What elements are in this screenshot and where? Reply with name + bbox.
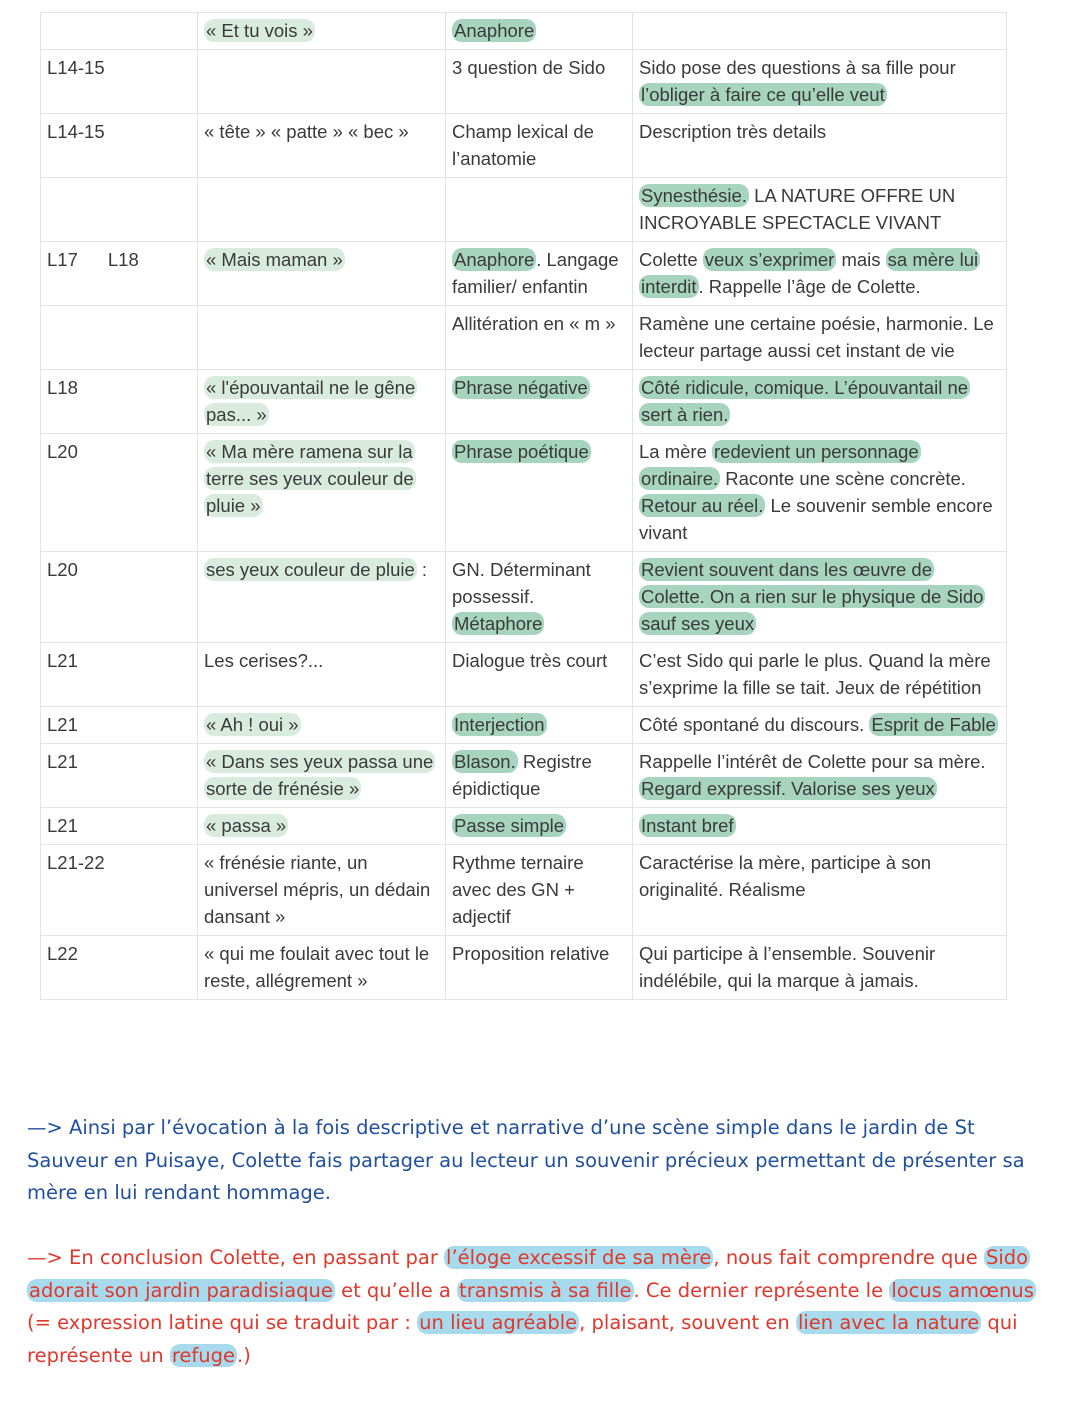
table-row xyxy=(41,114,1007,178)
quote-cell xyxy=(198,178,446,242)
ref-cell: L14-15 xyxy=(41,50,198,114)
ref-text: L17 xyxy=(47,249,78,270)
figure-cell xyxy=(446,370,633,434)
interpretation-cell: Qui participe à l’ensemble. Souvenir indélébile, qui la marque à jamais. xyxy=(633,936,1007,1000)
highlighted-phrase: transmis à sa fille xyxy=(459,1278,632,1302)
highlighted-quote: « Dans ses yeux passa une sorte de frénésie » xyxy=(206,751,434,799)
highlighted-quote: « Et tu vois » xyxy=(206,20,313,41)
quote-cell xyxy=(198,306,446,370)
table-row xyxy=(41,13,1007,50)
quote-cell xyxy=(198,13,446,50)
figure-cell xyxy=(446,242,633,306)
highlighted-interpretation: Regard expressif. Valorise ses yeux xyxy=(641,778,935,799)
conclusion-text: . Ce dernier représente le xyxy=(633,1278,890,1302)
conclusion-text: (= expression latine qui se traduit par : xyxy=(27,1311,418,1334)
interpretation-cell: Ramène une certaine poésie, harmonie. Le lecteur partage aussi cet instant de vie xyxy=(633,306,1007,370)
quote-cell xyxy=(198,50,446,114)
highlighted-interpretation: Côté ridicule, comique. L’épouvantail ne sert à rien. xyxy=(641,377,969,425)
conclusion-text: , plaisant, souvent en xyxy=(579,1311,796,1334)
ref-cell: L21 xyxy=(41,808,198,845)
interpretation-cell xyxy=(633,552,1007,643)
table-row xyxy=(41,370,1007,434)
ref-cell: L21-22 xyxy=(41,845,198,936)
highlighted-figure: Métaphore xyxy=(454,613,543,634)
highlighted-interpretation: veux s’exprimer xyxy=(704,249,835,270)
table-row xyxy=(41,707,1007,744)
highlighted-quote: « l'épouvantail ne le gêne pas... » xyxy=(206,377,416,425)
interpretation-cell xyxy=(633,50,1007,114)
highlighted-quote: « Ah ! oui » xyxy=(206,714,299,735)
interpretation-text: Raconte une scène concrète. xyxy=(720,468,966,489)
table-row xyxy=(41,744,1007,808)
ref-cell: L14-15 xyxy=(41,114,198,178)
figure-cell xyxy=(446,707,633,744)
ref-cell: L21 xyxy=(41,744,198,808)
interpretation-cell: Description très details xyxy=(633,114,1007,178)
figure-cell: Dialogue très court xyxy=(446,643,633,707)
table-row xyxy=(41,178,1007,242)
conclusion-text: qui représente un xyxy=(27,1311,1018,1367)
figure-text: GN. Déterminant possessif. xyxy=(452,559,591,607)
conclusion-text: et qu’elle a xyxy=(334,1278,458,1302)
conclusion-text: .) xyxy=(237,1343,251,1367)
figure-text: Registre épidictique xyxy=(452,751,592,799)
highlighted-interpretation: sa mère lui interdit xyxy=(641,249,979,297)
figure-cell: Allitération en « m » xyxy=(446,306,633,370)
interpretation-text: Rappelle l’intérêt de Colette pour sa mère. xyxy=(639,751,986,772)
highlighted-figure: Anaphore xyxy=(454,249,535,270)
conclusion-text: —> En conclusion Colette, en passant par xyxy=(27,1246,445,1269)
interpretation-cell xyxy=(633,370,1007,434)
interpretation-text: Colette xyxy=(639,249,703,270)
highlighted-quote: ses yeux couleur de pluie xyxy=(206,559,415,580)
interpretation-text: mais xyxy=(836,249,886,270)
figure-cell xyxy=(446,434,633,552)
ref-cell: L21 xyxy=(41,643,198,707)
ref-cell: L20 xyxy=(41,552,198,643)
highlighted-interpretation: Synesthésie. xyxy=(641,185,747,206)
conclusion-text: , nous fait comprendre que xyxy=(713,1246,984,1269)
table-row xyxy=(41,306,1007,370)
figure-cell: 3 question de Sido xyxy=(446,50,633,114)
figure-cell xyxy=(446,744,633,808)
table-row xyxy=(41,845,1007,936)
interpretation-text: LA NATURE OFFRE UN INCROYABLE SPECTACLE VIVANT xyxy=(639,185,956,233)
figure-cell: Proposition relative xyxy=(446,936,633,1000)
ref-cell xyxy=(41,13,198,50)
interpretation-text: Sido pose des questions à sa fille pour xyxy=(639,57,956,78)
ref-cell: L20 xyxy=(41,434,198,552)
quote-cell xyxy=(198,808,446,845)
highlighted-figure: Anaphore xyxy=(454,20,535,41)
quote-cell xyxy=(198,744,446,808)
highlighted-phrase: lien avec la nature xyxy=(797,1311,980,1334)
highlighted-interpretation: Instant bref xyxy=(641,815,734,836)
quote-cell xyxy=(198,434,446,552)
highlighted-phrase: un lieu agréable xyxy=(419,1311,578,1334)
quote-cell: Les cerises?... xyxy=(198,643,446,707)
ref-text-secondary: L18 xyxy=(107,249,139,270)
table-row xyxy=(41,643,1007,707)
ref-cell: L21 xyxy=(41,707,198,744)
table-row xyxy=(41,434,1007,552)
figure-cell xyxy=(446,13,633,50)
highlighted-figure: Phrase poétique xyxy=(454,441,589,462)
figure-cell: Champ lexical de l’anatomie xyxy=(446,114,633,178)
highlighted-quote: « passa » xyxy=(206,815,287,836)
figure-cell xyxy=(446,552,633,643)
table-row xyxy=(41,50,1007,114)
quote-cell: « tête » « patte » « bec » xyxy=(198,114,446,178)
interpretation-cell xyxy=(633,808,1007,845)
quote-cell: « qui me foulait avec tout le reste, allégrement » xyxy=(198,936,446,1000)
interpretation-cell xyxy=(633,707,1007,744)
figure-cell: Rythme ternaire avec des GN + adjectif xyxy=(446,845,633,936)
highlighted-phrase: Sido adorait son jardin paradisiaque xyxy=(29,1246,1029,1302)
interpretation-cell xyxy=(633,434,1007,552)
highlighted-interpretation: Retour au réel. xyxy=(641,495,764,516)
highlighted-interpretation: Revient souvent dans les œuvre de Colette. On a rien sur le physique de Sido sauf ses yeux xyxy=(641,559,984,634)
ref-cell xyxy=(41,242,198,306)
highlighted-interpretation: redevient un personnage ordinaire. xyxy=(641,441,919,489)
quote-suffix: : xyxy=(416,559,428,580)
table-row xyxy=(41,808,1007,845)
ref-cell: L18 xyxy=(41,370,198,434)
highlighted-phrase: locus amœnus xyxy=(891,1278,1034,1302)
conclusion-paragraph-blue: —> Ainsi par l’évocation à la fois descriptive et narrative d’une scène simple dans le jardin de St Sauveur en Puisaye, Colette fais partager au lecteur un souvenir précieux permettant de présenter sa mère en lui rendant hommage. xyxy=(27,1116,1025,1204)
interpretation-text: Le souvenir semble encore vivant xyxy=(639,495,993,543)
figure-cell xyxy=(446,808,633,845)
interpretation-cell: Caractérise la mère, participe à son originalité. Réalisme xyxy=(633,845,1007,936)
interpretation-cell xyxy=(633,744,1007,808)
interpretation-cell: C’est Sido qui parle le plus. Quand la mère s’exprime la fille se tait. Jeux de répétition xyxy=(633,643,1007,707)
interpretation-cell xyxy=(633,178,1007,242)
interpretation-cell xyxy=(633,13,1007,50)
ref-cell: L22 xyxy=(41,936,198,1000)
table-row xyxy=(41,242,1007,306)
quote-cell xyxy=(198,242,446,306)
highlighted-interpretation: l’obliger à faire ce qu’elle veut xyxy=(641,84,885,105)
conclusion-paragraph-red xyxy=(27,1242,1052,1372)
quote-cell: « frénésie riante, un universel mépris, un dédain dansant » xyxy=(198,845,446,936)
figure-text: . Langage familier/ enfantin xyxy=(452,249,619,297)
interpretation-text: La mère xyxy=(639,441,713,462)
highlighted-figure: Interjection xyxy=(454,714,545,735)
analysis-table xyxy=(40,12,1007,1000)
highlighted-quote: « Mais maman » xyxy=(206,249,343,270)
table-row xyxy=(41,936,1007,1000)
ref-cell xyxy=(41,306,198,370)
highlighted-interpretation: Esprit de Fable xyxy=(871,714,996,735)
highlighted-phrase: l’éloge excessif de sa mère xyxy=(446,1246,712,1269)
highlighted-figure: Phrase négative xyxy=(454,377,588,398)
interpretation-text: . Rappelle l’âge de Colette. xyxy=(698,276,921,297)
interpretation-text: Côté spontané du discours. xyxy=(639,714,870,735)
highlighted-figure: Passe simple xyxy=(454,815,565,836)
quote-cell xyxy=(198,707,446,744)
quote-cell xyxy=(198,370,446,434)
ref-cell xyxy=(41,178,198,242)
highlighted-quote: « Ma mère ramena sur la terre ses yeux couleur de pluie » xyxy=(206,441,414,516)
highlighted-phrase: refuge xyxy=(171,1343,236,1367)
figure-cell xyxy=(446,178,633,242)
table-row xyxy=(41,552,1007,643)
highlighted-figure: Blason. xyxy=(454,751,516,772)
interpretation-cell xyxy=(633,242,1007,306)
quote-cell xyxy=(198,552,446,643)
